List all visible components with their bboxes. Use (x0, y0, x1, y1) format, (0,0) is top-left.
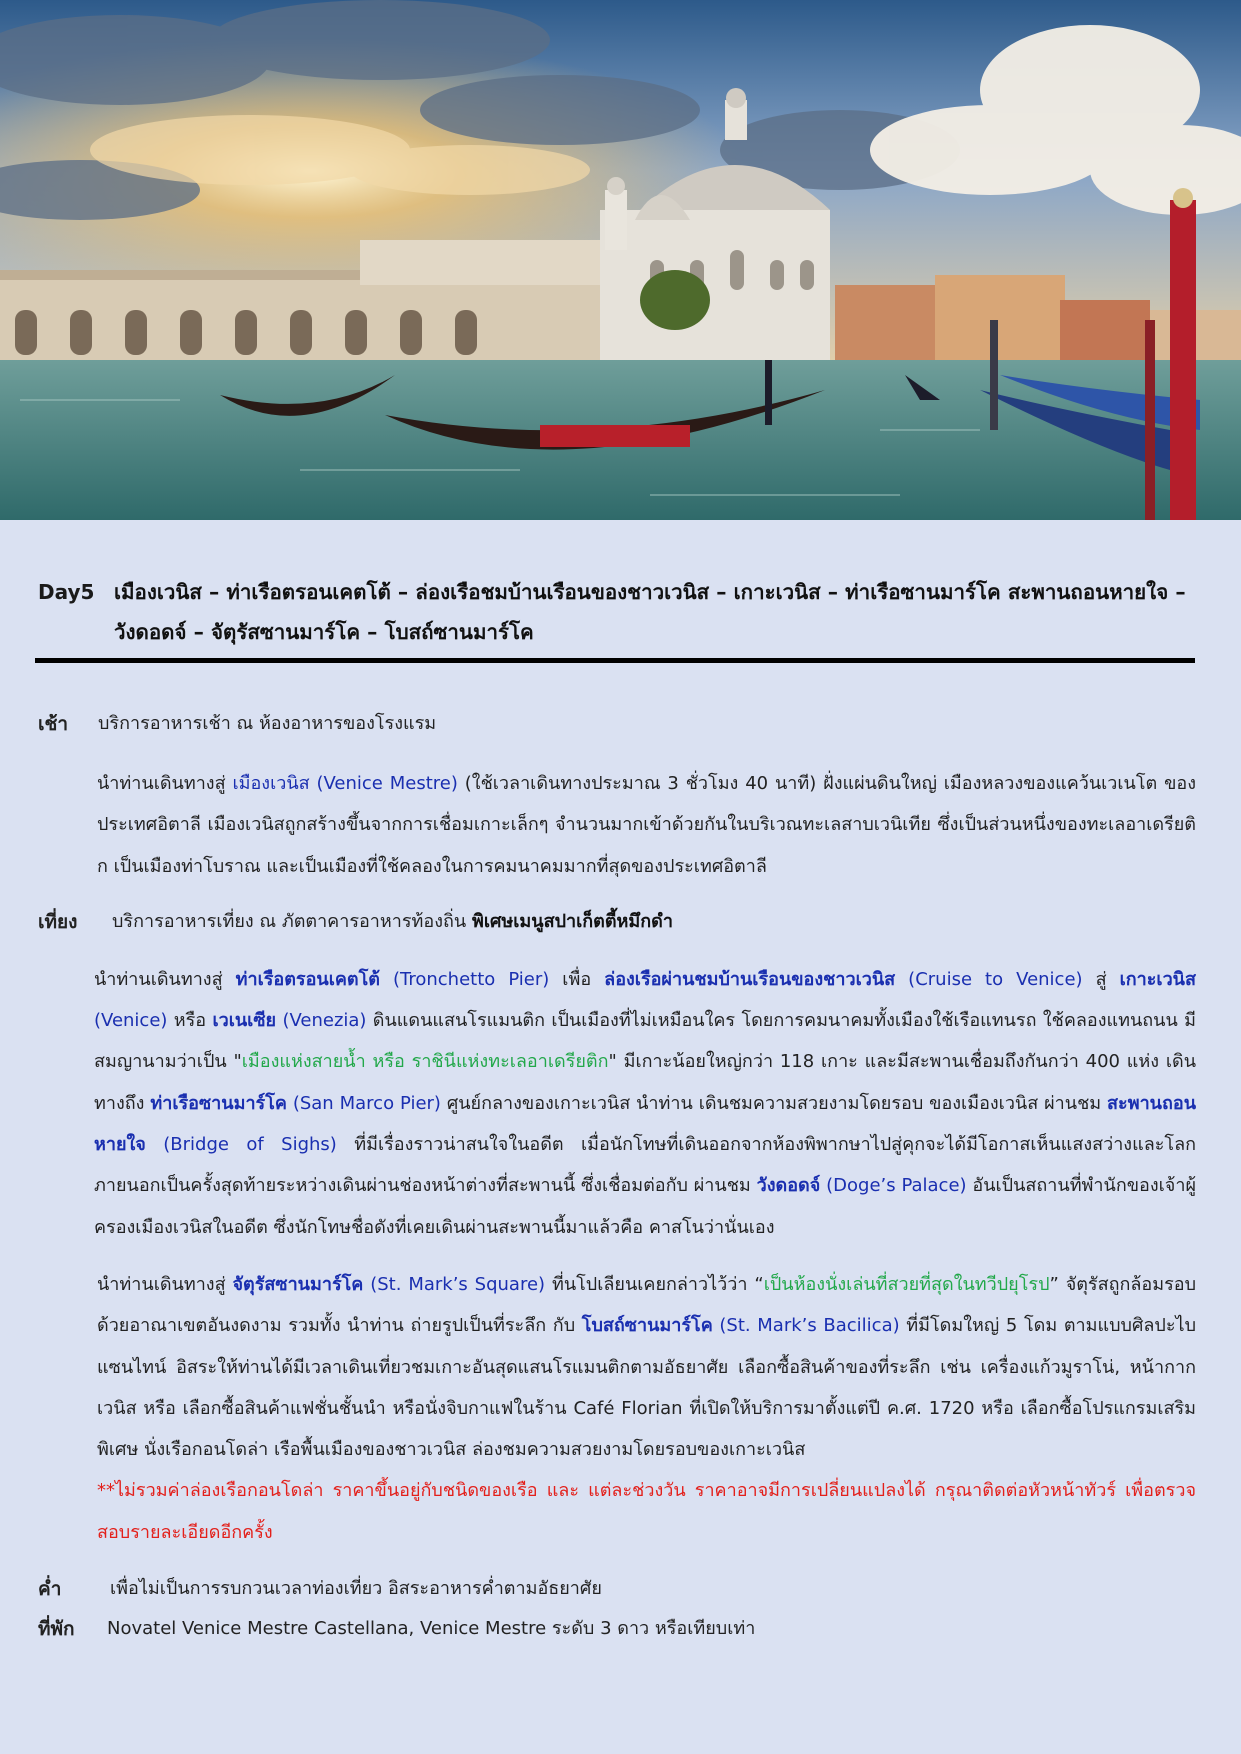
para2-text-1: นำท่านเดินทางสู่ (94, 968, 236, 990)
para3-text-1: นำท่านเดินทางสู่ (97, 1273, 233, 1295)
st-marks-paragraph (97, 1264, 1196, 1470)
lunch-row (38, 902, 1196, 943)
venice-grand-canal-illustration (0, 0, 1241, 520)
para3-text-2: ที่นโปเลียนเคยกล่าวไว้ว่า “ (545, 1273, 764, 1295)
day-title: เมืองเวนิส – ท่าเรือตรอนเคตโต้ – ล่องเรือชมบ้านเรือนของชาวเวนิส – เกาะเวนิส – ท่าเรือซานมาร์โค สะพานถอนหายใจ – วังดอดจ์ – จัตุรัสซานมาร์โค – โบสถ์ซานมาร์โค (114, 580, 1186, 644)
bridge-of-sighs-en: (Bridge of Sighs) (145, 1134, 337, 1156)
lunch-text-wrap (112, 902, 1196, 942)
para3-text-3: ” จัตุรัสถูกล้อมรอบด้วยอาณาเขตอันงดงาม รวมทั้ง นำท่าน ถ่ายรูปเป็นที่ระลึก กับ (97, 1273, 1196, 1337)
st-marks-basilica-en: (St. Mark’s Bacilica) (712, 1315, 900, 1337)
nickname-highlight: เมืองแห่งสายน้ำ หรือ ราชินีแห่งทะเลอาเดรียติก (241, 1051, 609, 1073)
san-marco-pier-highlight: ท่าเรือซานมาร์โค (150, 1092, 287, 1114)
cruise-highlight: ล่องเรือผ่านชมบ้านเรือนของชาวเวนิส (604, 968, 896, 990)
st-marks-square-highlight: จัตุรัสซานมาร์โค (232, 1273, 364, 1295)
para3-text-4: ที่มีโดมใหญ่ 5 โดม ตามแบบศิลปะไบแซนไทน์ อิสระให้ท่านได้มีเวลาเดินเที่ยวชมเกาะอันสุดแสนโรแมนติกตามอัธยาศัย เลือกซื้อสินค้าของที่ระลึก เช่น เครื่องแก้วมูราโน่, หน้ากากเวนิส หรือ เลือกซื้อสินค้าแฟชั่นชั้นนำ หรือนั่งจิบกาแฟในร้าน Café Florian ที่เปิดให้บริการมาตั้งแต่ปี ค.ศ. 1720 หรือ เลือกซื้อโปรแกรมเสริมพิเศษ นั่งเรือกอนโดล่า เรือพื้นเมืองของชาวเวนิส ล่องชมความสวยงามโดยรอบของเกาะเวนิส (97, 1315, 1196, 1461)
doges-palace-highlight: วังดอดจ์ (756, 1175, 821, 1197)
day-header (38, 572, 1196, 652)
venice-mestre-highlight: เมืองเวนิส (Venice Mestre) (232, 773, 458, 794)
day-label: Day5 (38, 580, 95, 604)
venice-island-paragraph (94, 959, 1196, 1248)
st-marks-basilica-highlight: โบสถ์ซานมาร์โค (581, 1315, 713, 1337)
para2-text-2: เพื่อ (549, 968, 605, 990)
gondola-note: **ไม่รวมค่าล่องเรือกอนโดล่า ราคาขึ้นอยู่กับชนิดของเรือ และ แต่ละช่วงวัน ราคาอาจมีการเปลี่ยนแปลงได้ กรุณาติดต่อหัวหน้าทัวร์ เพื่อตรวจสอบรายละเอียดอีกครั้ง (97, 1480, 1196, 1543)
doges-palace-en: (Doge’s Palace) (820, 1175, 967, 1197)
dinner-label: ค่ำ (38, 1578, 62, 1601)
san-marco-pier-en: (San Marco Pier) (286, 1092, 441, 1114)
lunch-special: พิเศษเมนูสปาเก็ตตี้หมึกดำ (471, 910, 673, 932)
itinerary-body (38, 704, 1196, 1649)
cruise-en: (Cruise to Venice) (895, 968, 1083, 990)
para2-text-7: ศูนย์กลางของเกาะเวนิส นำท่าน เดินชมความสวยงามโดยรอบ ของเมืองเวนิส ผ่านชม (440, 1092, 1108, 1114)
tronchetto-pier-en: (Tronchetto Pier) (379, 968, 550, 990)
lunch-text: บริการอาหารเที่ยง ณ ภัตตาคารอาหารท้องถิ่น (112, 910, 472, 932)
breakfast-label: เช้า (38, 713, 69, 735)
para2-text-8: ที่มีเรื่องราวน่าสนใจในอดีต เมื่อนักโทษที่เดินออกจากห้องพิพากษาไปสู่คุกจะได้มีโอกาสเห็นแสงสว่างและโลกภายนอกเป็นครั้งสุดท้ายระหว่างเดินผ่านช่องหน้าต่างที่สะพานนี้ ซึ่งเชื่อมต่อกับ ผ่านชม (94, 1134, 1196, 1197)
dinner-text: เพื่อไม่เป็นการรบกวนเวลาท่องเที่ยว อิสระอาหารค่ำตามอัธยาศัย (110, 1578, 602, 1600)
tronchetto-pier-highlight: ท่าเรือตรอนเคตโต้ (235, 968, 380, 990)
para1-text-1: นำท่านเดินทางสู่ (97, 773, 233, 794)
dinner-row (38, 1569, 1196, 1609)
breakfast-text: บริการอาหารเช้า ณ ห้องอาหารของโรงแรม (98, 713, 437, 734)
st-marks-square-en: (St. Mark’s Square) (363, 1273, 546, 1295)
para1-text-2: (ใช้เวลาเดินทางประมาณ 3 ชั่วโมง 40 นาที) ฝั่งแผ่นดินใหญ่ เมืองหลวงของแคว้นเวเนโต ของประเทศอิตาลี เมืองเวนิสถูกสร้างขึ้นจากการเชื่อมเกาะเล็กๆ จำนวนมากเข้าด้วยกันในบริเวณทะเลสาบเวนิเทีย ซึ่งเป็นส่วนหนึ่งของทะเลอาเดรียติก เป็นเมืองท่าโบราณ และเป็นเมืองที่ใช้คลองในการคมนาคมมากที่สุดของประเทศอิตาลี (97, 773, 1196, 877)
divider-rule (35, 658, 1195, 663)
venice-mestre-paragraph (97, 763, 1196, 887)
para2-text-9: อันเป็นสถานที่พำนักของเจ้าผู้ครองเมืองเวนิสในอดีต ซึ่งนักโทษชื่อดังที่เคยเดินผ่านสะพานนี้มาแล้วคือ คาสโนว่านั่นเอง (94, 1175, 1196, 1238)
hotel-label: ที่พัก (38, 1618, 75, 1641)
para2-text-6: " มีเกาะน้อยใหญ่กว่า 118 เกาะ และมีสะพานเชื่อมถึงกันกว่า 400 แห่ง เดินทางถึง (94, 1051, 1196, 1114)
bridge-of-sighs-highlight: สะพานถอนหายใจ (94, 1092, 1196, 1156)
venezia-highlight: เวเนเซีย (212, 1010, 277, 1032)
venezia-en: (Venezia) (276, 1010, 367, 1032)
venice-island-en: (Venice) (94, 1010, 168, 1032)
hotel-text: Novatel Venice Mestre Castellana, Venice Mestre ระดับ 3 ดาว หรือเทียบเท่า (107, 1618, 756, 1640)
para2-text-4: หรือ (167, 1010, 213, 1032)
breakfast-row (38, 704, 1196, 745)
venice-island-highlight: เกาะเวนิส (1119, 968, 1196, 990)
lunch-label: เที่ยง (38, 910, 78, 933)
hotel-row (38, 1609, 1196, 1649)
para2-text-3: สู่ (1082, 968, 1120, 990)
para2-text-5: ดินแดนแสนโรแมนติก เป็นเมืองที่ไม่เหมือนใคร โดยการคมนาคมทั้งเมืองใช้เรือแทนรถ ใช้คลองแทนถนน มีสมญานามว่าเป็น " (94, 1010, 1197, 1073)
hero-image-venice (0, 0, 1241, 520)
napoleon-quote: เป็นห้องนั่งเล่นที่สวยที่สุดในทวีปยุโรป (763, 1273, 1050, 1295)
